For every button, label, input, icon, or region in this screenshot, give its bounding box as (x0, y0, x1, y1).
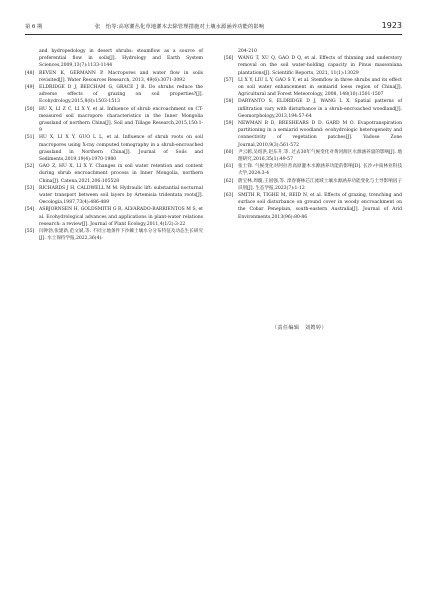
ref-number: [57] (224, 77, 234, 83)
ref-text: 张士锋. 气候变化对阿拉善高原灌木水源涵养功能的影响[D]. 长沙:中南林业科技大学,2024:3-4 (238, 164, 402, 177)
reference-53 (25, 185, 203, 207)
reference-55 (25, 228, 203, 242)
ref-number: [49] (25, 85, 35, 91)
reference-58 (224, 98, 402, 120)
ref-text: ASBJORNSEN H, GOLDSMITH G R, ALVARADO-BARRIENTOS M S, et al. Ecohydrological advances and applications in plant-water relations research: a review[J]. Journal of Plant Ecology,2011,4(1/2):3-22 (39, 207, 203, 227)
responsible-editor-note: （责任编辑 刘娉婷） (272, 325, 328, 331)
reference-57 (224, 77, 402, 99)
reference-49 (25, 84, 203, 106)
reference-60 (224, 149, 402, 163)
ref-text: HU X, LI X Y, GUO L L, et al. Influence of shrub roots on soil macropores using X-ray computed tomography in a shrub-encroached grassland in Northern China[J]. Journal of Soils and Sediments,2019,19(4):1970-1980 (39, 135, 203, 163)
reference-63 (224, 192, 402, 221)
ref-text: SMITH R, TIGHE M, REID N, et al. Effects of grazing, trenching and surface soil disturbance on ground cover in woody encroachment on the Cobar Peneplain, south-eastern Australia[J]. Journal of Arid Environments,2013(96):80-86 (238, 193, 402, 220)
page-number: 1923 (381, 21, 402, 30)
ref-text: NEWMAN B D, BRESHEARS D D, GARD M O. Evapotranspiration partitioning in a semiarid woodland: ecohydrologic heterogeneity and connectivity of vegetation patches[J]. Vadose Zone Journal,2010,9(3):561-572 (238, 121, 402, 148)
reference-62 (224, 178, 402, 192)
ref-text: WANG T, XU Q, GAO D Q, et al. Effects of thinning and understory removal on the soil water-holding capacity in Pinus massoniana plantations[J]. Scientific Reports, 2021, 11(1):13029 (238, 56, 402, 76)
ref-number: [51] (25, 135, 35, 141)
ref-text: LI X Y, LIU L Y, GAO S Y, et al. Stemflow in three shrubs and its effect on soil water enhancement in semiarid loess region of China[J]. Agricultural and Forest Meteorology, 2008, 148(10):1501-1507 (238, 77, 402, 98)
ref-number: [58] (224, 99, 234, 105)
running-header (25, 22, 402, 34)
ref-number: [63] (224, 193, 234, 199)
ref-text: GAO Z, HU X, LI X Y. Changes in soil water retention and content during shrub encroachment process in Inner Mongolia, northern China[J]. Catena,2021,206:105528 (39, 164, 203, 184)
ref-number: [55] (25, 229, 35, 235)
ref-text: 尹云鹤,吴绍洪,赵东升,等. 过去30年气候变化对黄河源区水源涵养量的影响[J]. 地理研究,2016,35(1):49-57 (238, 149, 402, 163)
issue-label: 第 6 期 (25, 24, 43, 30)
ref-number: [48] (25, 70, 35, 76)
running-title: 张 怡等:高寒灌丛化草地灌木去除管理措施对土壤水源涵养功能的影响 (95, 24, 265, 30)
ref-text: RICHARDS J H, CALDWELL M M. Hydraulic lift: substantial nocturnal water transport between soil layers by Artemisia tridentata roots[J]. Oecologia,1987,73(4):486-489 (39, 185, 203, 206)
ref-continuation: 204-210 (238, 49, 257, 54)
reference-61 (224, 163, 402, 177)
ref-number: [54] (25, 207, 35, 213)
reference-52 (25, 163, 203, 185)
reference-48 (25, 70, 203, 84)
left-column (25, 48, 203, 242)
ref-number: [60] (224, 149, 234, 155)
reference-50 (25, 106, 203, 135)
reference-56 (224, 55, 402, 77)
reference-54 (25, 206, 203, 228)
right-column (224, 48, 402, 221)
ref-number: [56] (224, 56, 234, 62)
ref-text: DARYANTO S, ELDRIDGE D J, WANG L X. Spatial patterns of infiltration vary with disturbance in a shrub-encroached woodland[J]. Geomorphology,2013,194:57-64 (238, 99, 402, 119)
ref-number: [52] (25, 164, 35, 170)
ref-text: 闫钟勃,张建新,范文斌,等. 不同立地条件下沙棘土壤水分分布特征及动态生长研究[J]. 水土保持学报,2022,36(4): (39, 229, 203, 242)
reference-51 (25, 134, 203, 163)
ref-text: HU X, LI Z C, LI X Y, et al. Influence of shrub encroachment on CT-measured soil macropore characteristics in the Inner Mongolia grassland of northern China[J]. Soil and Tillage Research,2015,150:1-9 (39, 106, 203, 134)
ref-number: [50] (25, 106, 35, 112)
ref-number: [62] (224, 178, 234, 184)
ref-number: [53] (25, 185, 35, 191)
ref-text: 蔚宝林,周璇,王国强,等. 滦春赛林芯江流域土壤水源涵养功能变化与土导影响因子识别[J]. 生态学报,2023(7):1-12 (238, 178, 402, 191)
ref-number: [59] (224, 121, 234, 127)
reference-59 (224, 120, 402, 149)
ref-continuation: and hydropedology in desert shrubs: steamflow as a source of preferential flow in soils[J]. Hydrology and Earth System Sciences,2009,13(7):1133-1144 (39, 49, 203, 69)
ref-number: [61] (224, 164, 234, 170)
ref-text: ELDRIDGE D J, BEECHAM G, GRACE J B. Do shrubs reduce the adverse effects of grazing on soil properties?[J]. Ecohydrology,2015,8(8):1503-1513 (39, 85, 203, 105)
header-rule (25, 34, 402, 35)
ref-text: BEVEN K, GERMANN P. Macropores and water flow in soils revisited[J]. Water Resources Research, 2013, 49(6):3071-3092 (39, 70, 203, 83)
